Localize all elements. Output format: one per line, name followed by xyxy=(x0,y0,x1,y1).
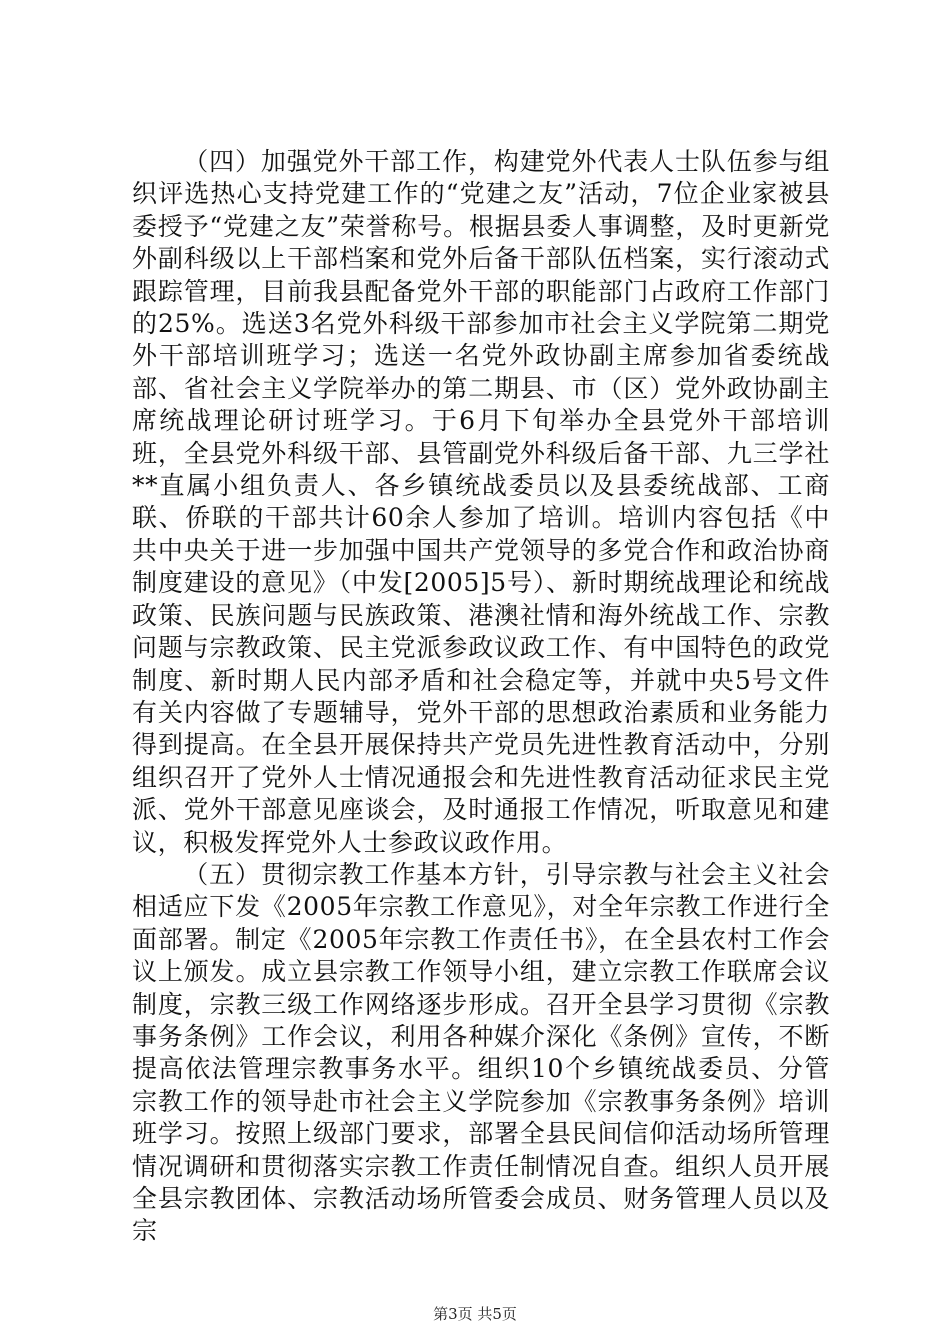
page-number-label: 第3页 共5页 xyxy=(433,1305,517,1323)
paragraph-religious-work: （五）贯彻宗教工作基本方针，引导宗教与社会主义社会相适应下发《2005年宗教工作意见》，对全年宗教工作进行全面部署。制定《2005年宗教工作责任书》，在全县农村工作会议上颁发。成立县宗教工作领导小组，建立宗教工作联席会议制度，宗教三级工作网络逐步形成。召开全县学习贯彻《宗教事务条例》工作会议，利用各种媒介深化《条例》宣传，不断提高依法管理宗教事务水平。组织10个乡镇统战委员、分管宗教工作的领导赴市社会主义学院参加《宗教事务条例》培训班学习。按照上级部门要求，部署全县民间信仰活动场所管理情况调研和贯彻落实宗教工作责任制情况自查。组织人员开展全县宗教团体、宗教活动场所管委会成员、财务管理人员以及宗 xyxy=(132,859,830,1246)
page-footer xyxy=(0,1304,950,1324)
paragraph-party-outside-cadres: （四）加强党外干部工作，构建党外代表人士队伍参与组织评选热心支持党建工作的“党建之友”活动，7位企业家被县委授予“党建之友”荣誉称号。根据县委人事调整，及时更新党外副科级以上干部档案和党外后备干部队伍档案，实行滚动式跟踪管理，目前我县配备党外干部的职能部门占政府工作部门的25%。选送3名党外科级干部参加市社会主义学院第二期党外干部培训班学习；选送一名党外政协副主席参加省委统战部、省社会主义学院举办的第二期县、市（区）党外政协副主席统战理论研讨班学习。于6月下旬举办全县党外干部培训班，全县党外科级干部、县管副党外科级后备干部、九三学社**直属小组负责人、各乡镇统战委员以及县委统战部、工商联、侨联的干部共计60余人参加了培训。培训内容包括《中共中央关于进一步加强中国共产党领导的多党合作和政治协商制度建设的意见》（中发[2005]5号）、新时期统战理论和统战政策、民族问题与民族政策、港澳社情和海外统战工作、宗教问题与宗教政策、民主党派参政议政工作、有中国特色的政党制度、新时期人民内部矛盾和社会稳定等，并就中央5号文件有关内容做了专题辅导，党外干部的思想政治素质和业务能力得到提高。在全县开展保持共产党员先进性教育活动中，分别组织召开了党外人士情况通报会和先进性教育活动征求民主党派、党外干部意见座谈会，及时通报工作情况，听取意见和建议，积极发挥党外人士参政议政作用。 xyxy=(132,147,830,857)
document-body xyxy=(132,146,830,1248)
